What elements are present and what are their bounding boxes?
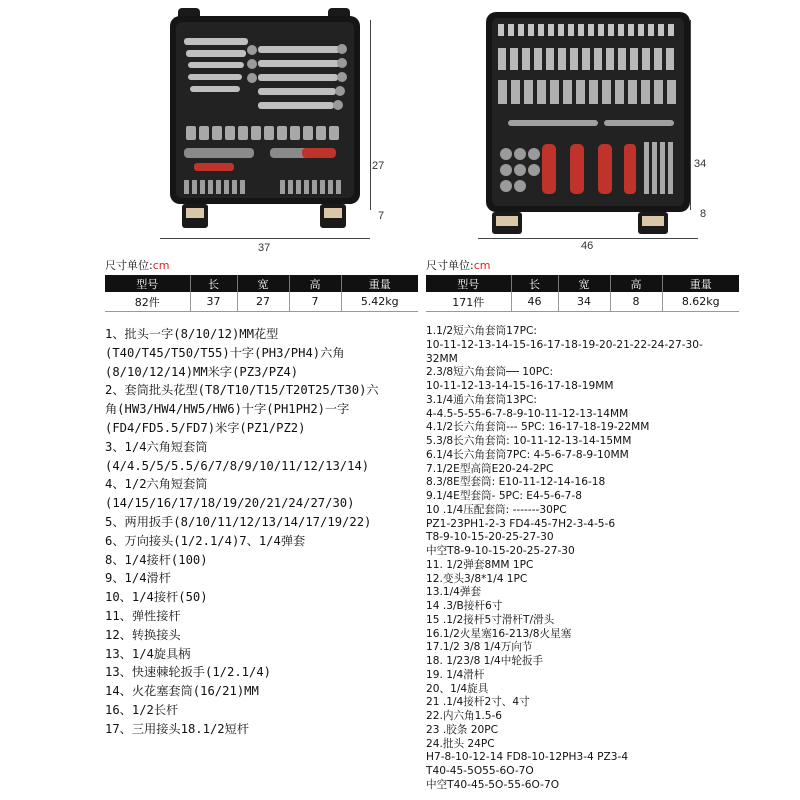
- list-item: 11、弹性接杆: [105, 608, 181, 623]
- left-item-list: [105, 325, 415, 739]
- right-spec-height: 8: [610, 292, 662, 312]
- left-spec-data-row: [105, 292, 418, 312]
- list-item: 11. 1/2弹套8MM 1PC: [426, 558, 534, 571]
- right-spec-header-height: 高: [610, 275, 662, 292]
- list-item: 13、快速棘轮扳手(1/2.1/4): [105, 665, 272, 680]
- left-height-line: [370, 20, 371, 210]
- list-item: T40-45-5O55-6O-7O: [426, 765, 534, 777]
- left-spec-table: [105, 275, 418, 312]
- left-case-drawing: [160, 8, 370, 238]
- right-spec-table: [426, 275, 739, 312]
- list-item: 4-4.5-5-55-6-7-8-9-10-11-12-13-14MM: [426, 407, 629, 420]
- left-unit-label: [105, 257, 169, 273]
- list-item: (FD4/FD5.5/FD7)米字(PZ1/PZ2): [105, 420, 306, 435]
- left-spec-length: 37: [190, 292, 237, 312]
- right-spec-weight: 8.62kg: [662, 292, 739, 312]
- right-unit-label: [426, 257, 490, 273]
- right-spec-header-model: 型号: [426, 275, 511, 292]
- list-item: 20、1/4旋具: [426, 682, 489, 695]
- list-item: (14/15/16/17/18/19/20/21/24/27/30): [105, 496, 355, 511]
- right-spec-header-width: 宽: [558, 275, 610, 292]
- right-spec-header-row: [426, 275, 739, 292]
- left-spec-header-length: 长: [190, 275, 237, 292]
- left-dim-width: 37: [258, 242, 271, 254]
- list-item: 9、1/4滑杆: [105, 571, 171, 586]
- list-item: 12、转换接头: [105, 627, 181, 642]
- list-item: 13、1/4旋具柄: [105, 646, 191, 661]
- left-unit-prefix: 尺寸单位:: [105, 259, 153, 272]
- list-item: 12.变头3/8*1/4 1PC: [426, 572, 528, 585]
- left-width-line: [160, 238, 370, 239]
- right-dim-depth: 8: [700, 208, 707, 220]
- right-unit-prefix: 尺寸单位:: [426, 259, 474, 272]
- list-item: 5.3/8长六角套筒: 10-11-12-13-14-15MM: [426, 435, 632, 447]
- list-item: 24.批头 24PC: [426, 737, 495, 750]
- list-item: PZ1-23PH1-2-3 FD4-45-7H2-3-4-5-6: [426, 517, 616, 530]
- list-item: 9.1/4E型套筒- 5PC: E4-5-6-7-8: [426, 490, 582, 502]
- list-item: (4/4.5/5/5.5/6/7/8/9/10/11/12/13/14): [105, 458, 370, 473]
- list-item: 3.1/4通六角套筒13PC:: [426, 393, 537, 406]
- left-case-image: [160, 8, 370, 238]
- left-spec-weight: 5.42kg: [341, 292, 418, 312]
- right-item-list: [426, 325, 756, 793]
- list-item: 10 .1/4压配套筒: -------30PC: [426, 503, 567, 516]
- right-width-line: [478, 238, 698, 239]
- list-item: 10-11-12-13-14-15-16-17-18-19MM: [426, 380, 614, 392]
- left-spec-header-height: 高: [289, 275, 341, 292]
- list-item: 19. 1/4滑杆: [426, 668, 485, 681]
- right-dim-height: 34: [694, 158, 707, 170]
- list-item: 17.1/2 3/8 1/4万向节: [426, 641, 533, 654]
- list-item: 32MM: [426, 352, 458, 365]
- right-case-drawing: [478, 8, 698, 238]
- list-item: 2.3/8短六角套筒── 10PC:: [426, 366, 554, 379]
- list-item: 4、1/2六角短套筒: [105, 477, 208, 492]
- list-item: 7.1/2E型高筒E20-24-2PC: [426, 462, 554, 475]
- list-item: T8-9-10-15-20-25-27-30: [426, 531, 554, 544]
- right-height-line: [690, 20, 691, 210]
- list-item: 14 .3/B接杆6寸: [426, 600, 503, 612]
- list-item: 13.1/4弹套: [426, 586, 482, 599]
- list-item: (T40/T45/T50/T55)十字(PH3/PH4)六角: [105, 345, 345, 360]
- list-item: 8、1/4接杆(100): [105, 552, 208, 567]
- left-dim-depth: 7: [378, 210, 385, 222]
- left-spec-width: 27: [237, 292, 289, 312]
- list-item: 4.1/2长六角套筒--- 5PC: 16-17-18-19-22MM: [426, 421, 650, 434]
- list-item: H7-8-10-12-14 FD8-10-12PH3-4 PZ3-4: [426, 751, 629, 764]
- list-item: 18. 1/23/8 1/4中轮扳手: [426, 655, 544, 667]
- right-spec-data-row: [426, 292, 739, 312]
- right-spec-model: 171件: [426, 292, 511, 312]
- list-item: 17、三用接头18.1/2短杆: [105, 721, 250, 736]
- left-spec-header-weight: 重量: [341, 275, 418, 292]
- list-item: 10、1/4接杆(50): [105, 590, 208, 605]
- list-item: 16.1/2火星塞16-213/8火星塞: [426, 627, 572, 640]
- list-item: 16、1/2长杆: [105, 702, 179, 717]
- list-item: 6.1/4长六角套筒7PC: 4-5-6-7-8-9-10MM: [426, 448, 629, 461]
- left-spec-header-row: [105, 275, 418, 292]
- right-case-image: [478, 8, 698, 238]
- left-dim-height: 27: [372, 160, 385, 172]
- list-item: 1.1/2短六角套筒17PC:: [426, 325, 537, 337]
- list-item: 21 .1/4接杆2寸、4寸: [426, 696, 530, 709]
- list-item: 14、火花塞套筒(16/21)MM: [105, 684, 259, 699]
- list-item: 中空T40-45-5O-55-6O-7O: [426, 778, 560, 791]
- left-unit-value: cm: [152, 259, 170, 272]
- right-spec-length: 46: [511, 292, 558, 312]
- list-item: 8.3/8E型套筒: E10-11-12-14-16-18: [426, 476, 606, 489]
- list-item: 5、两用扳手(8/10/11/12/13/14/17/19/22): [105, 514, 372, 529]
- list-item: 中空T8-9-10-15-20-25-27-30: [426, 545, 575, 557]
- list-item: 3、1/4六角短套筒: [105, 439, 208, 454]
- right-spec-header-length: 长: [511, 275, 558, 292]
- list-item: 角(HW3/HW4/HW5/HW6)十字(PH1PH2)一字: [105, 402, 350, 417]
- left-spec-header-model: 型号: [105, 275, 190, 292]
- left-spec-height: 7: [289, 292, 341, 312]
- list-item: 6、万向接头(1/2.1/4)7、1/4弹套: [105, 533, 306, 548]
- left-spec-header-width: 宽: [237, 275, 289, 292]
- list-item: 10-11-12-13-14-15-16-17-18-19-20-21-22-24-27-30-: [426, 338, 703, 351]
- left-spec-model: 82件: [105, 292, 190, 312]
- list-item: 2、套筒批头花型(T8/T10/T15/T20T25/T30)六: [105, 383, 379, 398]
- list-item: 15 .1/2接杆5寸滑杆T/滑头: [426, 613, 555, 626]
- right-spec-width: 34: [558, 292, 610, 312]
- right-spec-header-weight: 重量: [662, 275, 739, 292]
- list-item: 23 .胶条 20PC: [426, 723, 499, 736]
- list-item: 1、批头一字(8/10/12)MM花型: [105, 327, 279, 341]
- list-item: 22.内六角1.5-6: [426, 710, 503, 722]
- list-item: (8/10/12/14)MM米字(PZ3/PZ4): [105, 364, 299, 379]
- right-dim-width: 46: [581, 240, 594, 252]
- right-unit-value: cm: [473, 259, 491, 272]
